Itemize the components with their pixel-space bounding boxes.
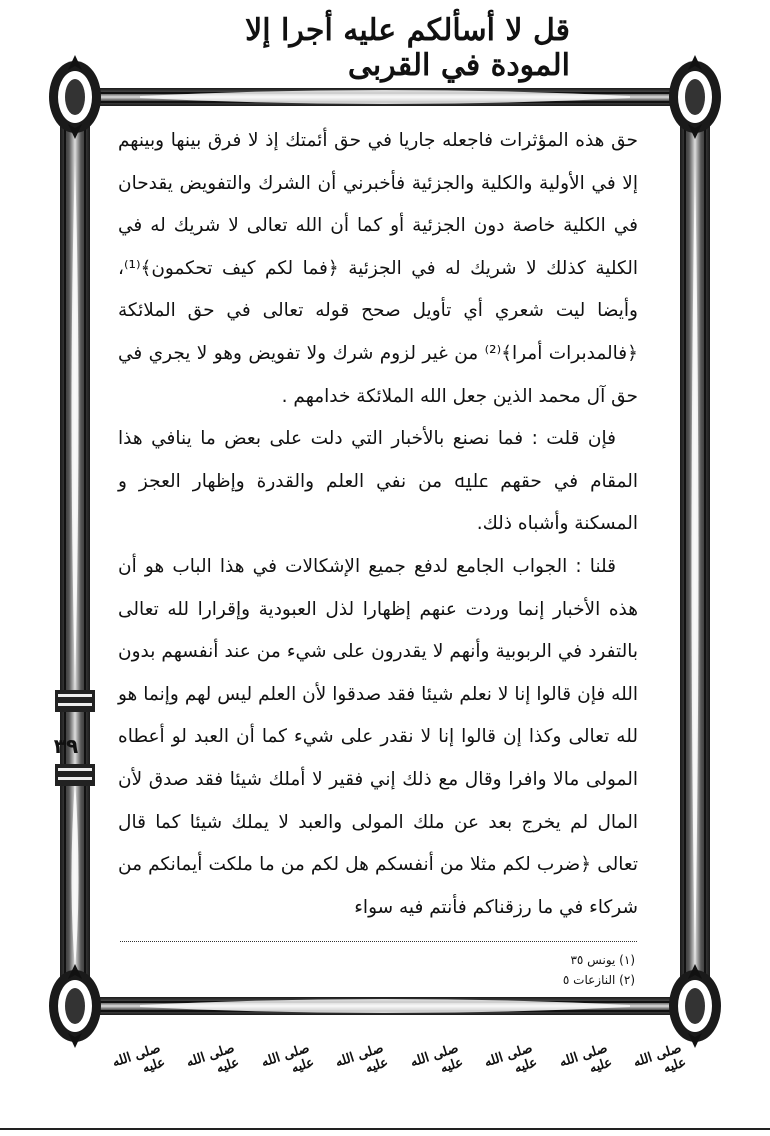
paragraph-1: حق هذه المؤثرات فاجعله جاريا في حق أئمتك إذ لا فرق بينها وبينهم إلا في الأولية والكلية والجزئية فأخبرني أن الشرك والتفويض يقدحان في الكلية خاصة دون الجزئية أو كما أن الله تعالى لا شريك له في الكلية كذلك لا شريك له في الجزئية ﴿فما لكم كيف تحكمون﴾⁽¹⁾، وأيضا ليت شعري أي تأويل صحح قوله تعالى في حق الملائكة ﴿فالمدبرات أمرا﴾⁽²⁾ من غير لزوم شرك ولا تفويض وهو لا يجري في حق آل محمد الذين جعل الله الملائكة خدامهم . xyxy=(118,130,638,407)
frame-top-bar xyxy=(95,88,675,106)
frame-bottom-bar xyxy=(95,997,675,1015)
header-calligraphy-title: قل لا أسألكم عليه أجرا إلا المودة في القربى xyxy=(245,13,570,83)
footnotes xyxy=(420,950,635,990)
footnote-divider xyxy=(120,941,637,942)
bottom-calligraphy-band xyxy=(100,1032,689,1098)
calligraphy-motif: صلى الله عليه xyxy=(185,1040,242,1077)
main-text xyxy=(118,120,638,950)
footnote-1: (١) يونس ٣٥ xyxy=(570,953,635,967)
paragraph-3: قلنا : الجواب الجامع لدفع جميع الإشكالات في هذا الباب هو أن هذه الأخبار إنما وردت عنهم إظهارا لذل العبودية وإقرارا لله تعالى بالتفرد في الربوبية وأنهم لا يقدرون على شيء من عند أنفسهم بدون الله فإن قالوا إنا لا نعلم شيئا فقد صدقوا لأن العلم ليس لهم وإنما هو لله تعالى وكذا إن قالوا إنا لا نقدر على شيء كما أن العبد لو أعطاه المولى مالا وافرا وقال مع ذلك إني فقير لا أملك شيئا فقد صدق لأن المال لم يخرج بعد عن ملك المولى والعبد لا يملك شيئا كما قال تعالى ﴿ضرب لكم مثلا من أنفسكم هل لكم من ما ملكت أيمانكم من شركاء في ما رزقناكم فأنتم فيه سواء xyxy=(118,555,638,918)
frame-left-column xyxy=(55,120,95,990)
paragraph-2: فإن قلت : فما نصنع بالأخبار التي دلت على بعض ما ينافي هذا المقام في حقهم ﷷ من نفي العلم والقدرة وإظهار العجز و المسكنة وأشباه ذلك. xyxy=(118,428,638,535)
calligraphy-motif: صلى الله عليه xyxy=(557,1040,614,1077)
footnote-2: (٢) النازعات ٥ xyxy=(562,973,635,987)
calligraphy-motif: صلى الله عليه xyxy=(408,1040,465,1077)
corner-ornament-top-right xyxy=(669,55,721,139)
calligraphy-motif: صلى الله عليه xyxy=(110,1040,168,1077)
calligraphy-motif: صلى الله عليه xyxy=(631,1040,689,1077)
calligraphy-motif: صلى الله عليه xyxy=(482,1040,540,1077)
page-bottom-rule xyxy=(0,1128,770,1130)
calligraphy-motif: صلى الله عليه xyxy=(333,1040,391,1077)
calligraphy-motif: صلى الله عليه xyxy=(259,1040,316,1077)
corner-ornament-bottom-left xyxy=(49,964,101,1048)
frame-right-column xyxy=(680,120,710,990)
corner-ornament-top-left xyxy=(49,55,101,139)
page-number: ٣٩ xyxy=(53,734,79,758)
